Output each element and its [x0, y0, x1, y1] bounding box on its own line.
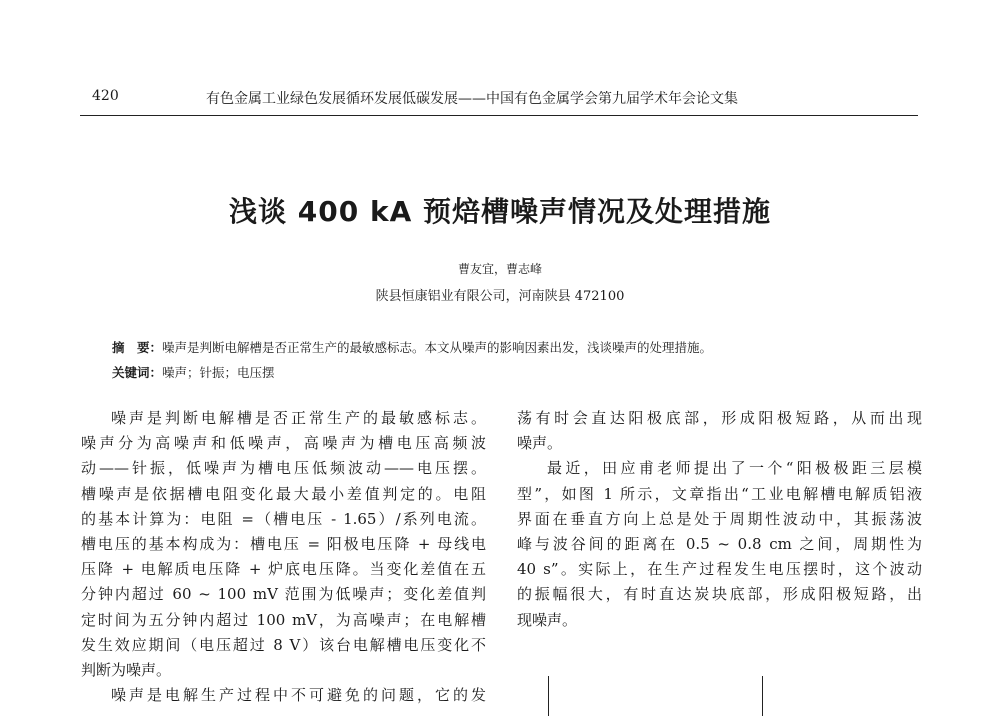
body-line: 噪声是判断电解槽是否正常生产的最敏感标志。	[111, 409, 486, 427]
keywords-label: 关键词：	[112, 365, 163, 380]
body-line: 界面在垂直方向上总是处于周期性波动中，其振荡波	[517, 509, 922, 528]
paper-title: 浅谈 400 kA 预焙槽噪声情况及处理措施	[229, 195, 771, 228]
keywords	[112, 363, 275, 381]
body-line: 判断为噪声。	[81, 660, 172, 679]
figure-frame-left-edge	[548, 676, 549, 716]
body-line: 槽噪声是依据槽电阻变化最大最小差值判定的。电阻	[81, 484, 486, 503]
page-number: 420	[92, 88, 119, 104]
body-line: 槽电压的基本构成为：槽电压 = 阳极电压降 + 母线电	[81, 534, 486, 553]
body-line: 最近，田应甫老师提出了一个“阳极极距三层模	[547, 459, 922, 478]
body-line: 噪声分为高噪声和低噪声，高噪声为槽电压高频波	[81, 434, 486, 453]
body-line: 荡有时会直达阳极底部，形成阳极短路，从而出现	[517, 409, 922, 427]
body-line: 40 s”。实际上，在生产过程发生电压摆时，这个波动	[517, 560, 922, 579]
body-line: 动——针振，低噪声为槽电压低频波动——电压摆。	[81, 459, 486, 478]
header-bar	[80, 86, 918, 112]
abstract	[112, 338, 712, 356]
header-rule	[80, 115, 918, 116]
body-line: 现噪声。	[517, 610, 578, 629]
body-column-left	[81, 406, 486, 708]
body-line: 定时间为五分钟内超过 100 mV，为高噪声；在电解槽	[81, 610, 486, 629]
body-line: 发生效应期间（电压超过 8 V）该台电解槽电压变化不	[81, 635, 486, 654]
body-line: 压降 + 电解质电压降 + 炉底电压降。当变化差值在五	[81, 560, 486, 579]
body-line: 噪声。	[517, 434, 563, 453]
authors: 曹友宜，曹志峰	[457, 262, 542, 276]
body-line: 型”，如图 1 所示，文章指出“工业电解槽电解质铝液	[517, 484, 922, 503]
keywords-text: 噪声；针振；电压摆	[162, 365, 275, 380]
body-line: 的基本计算为：电阻 =（槽电压 - 1.65）/系列电流。	[81, 509, 486, 528]
body-column-right	[517, 406, 922, 633]
running-title: 有色金属工业绿色发展循环发展低碳发展——中国有色金属学会第九届学术年会论文集	[206, 91, 738, 107]
body-line: 分钟内超过 60 ~ 100 mV 范围为低噪声；变化差值判	[81, 585, 486, 604]
body-line: 峰与波谷间的距离在 0.5 ~ 0.8 cm 之间，周期性为	[517, 534, 922, 553]
affiliation: 陕县恒康铝业有限公司，河南陕县 472100	[375, 289, 625, 304]
body-line: 噪声是电解生产过程中不可避免的问题，它的发	[111, 686, 486, 705]
figure-frame-right-edge	[762, 676, 763, 716]
body-line: 的振幅很大，有时直达炭块底部，形成阳极短路，出	[517, 585, 922, 604]
abstract-label: 摘 要：	[112, 340, 163, 355]
abstract-text: 噪声是判断电解槽是否正常生产的最敏感标志。本文从噪声的影响因素出发，浅谈噪声的处理措施。	[162, 340, 713, 355]
